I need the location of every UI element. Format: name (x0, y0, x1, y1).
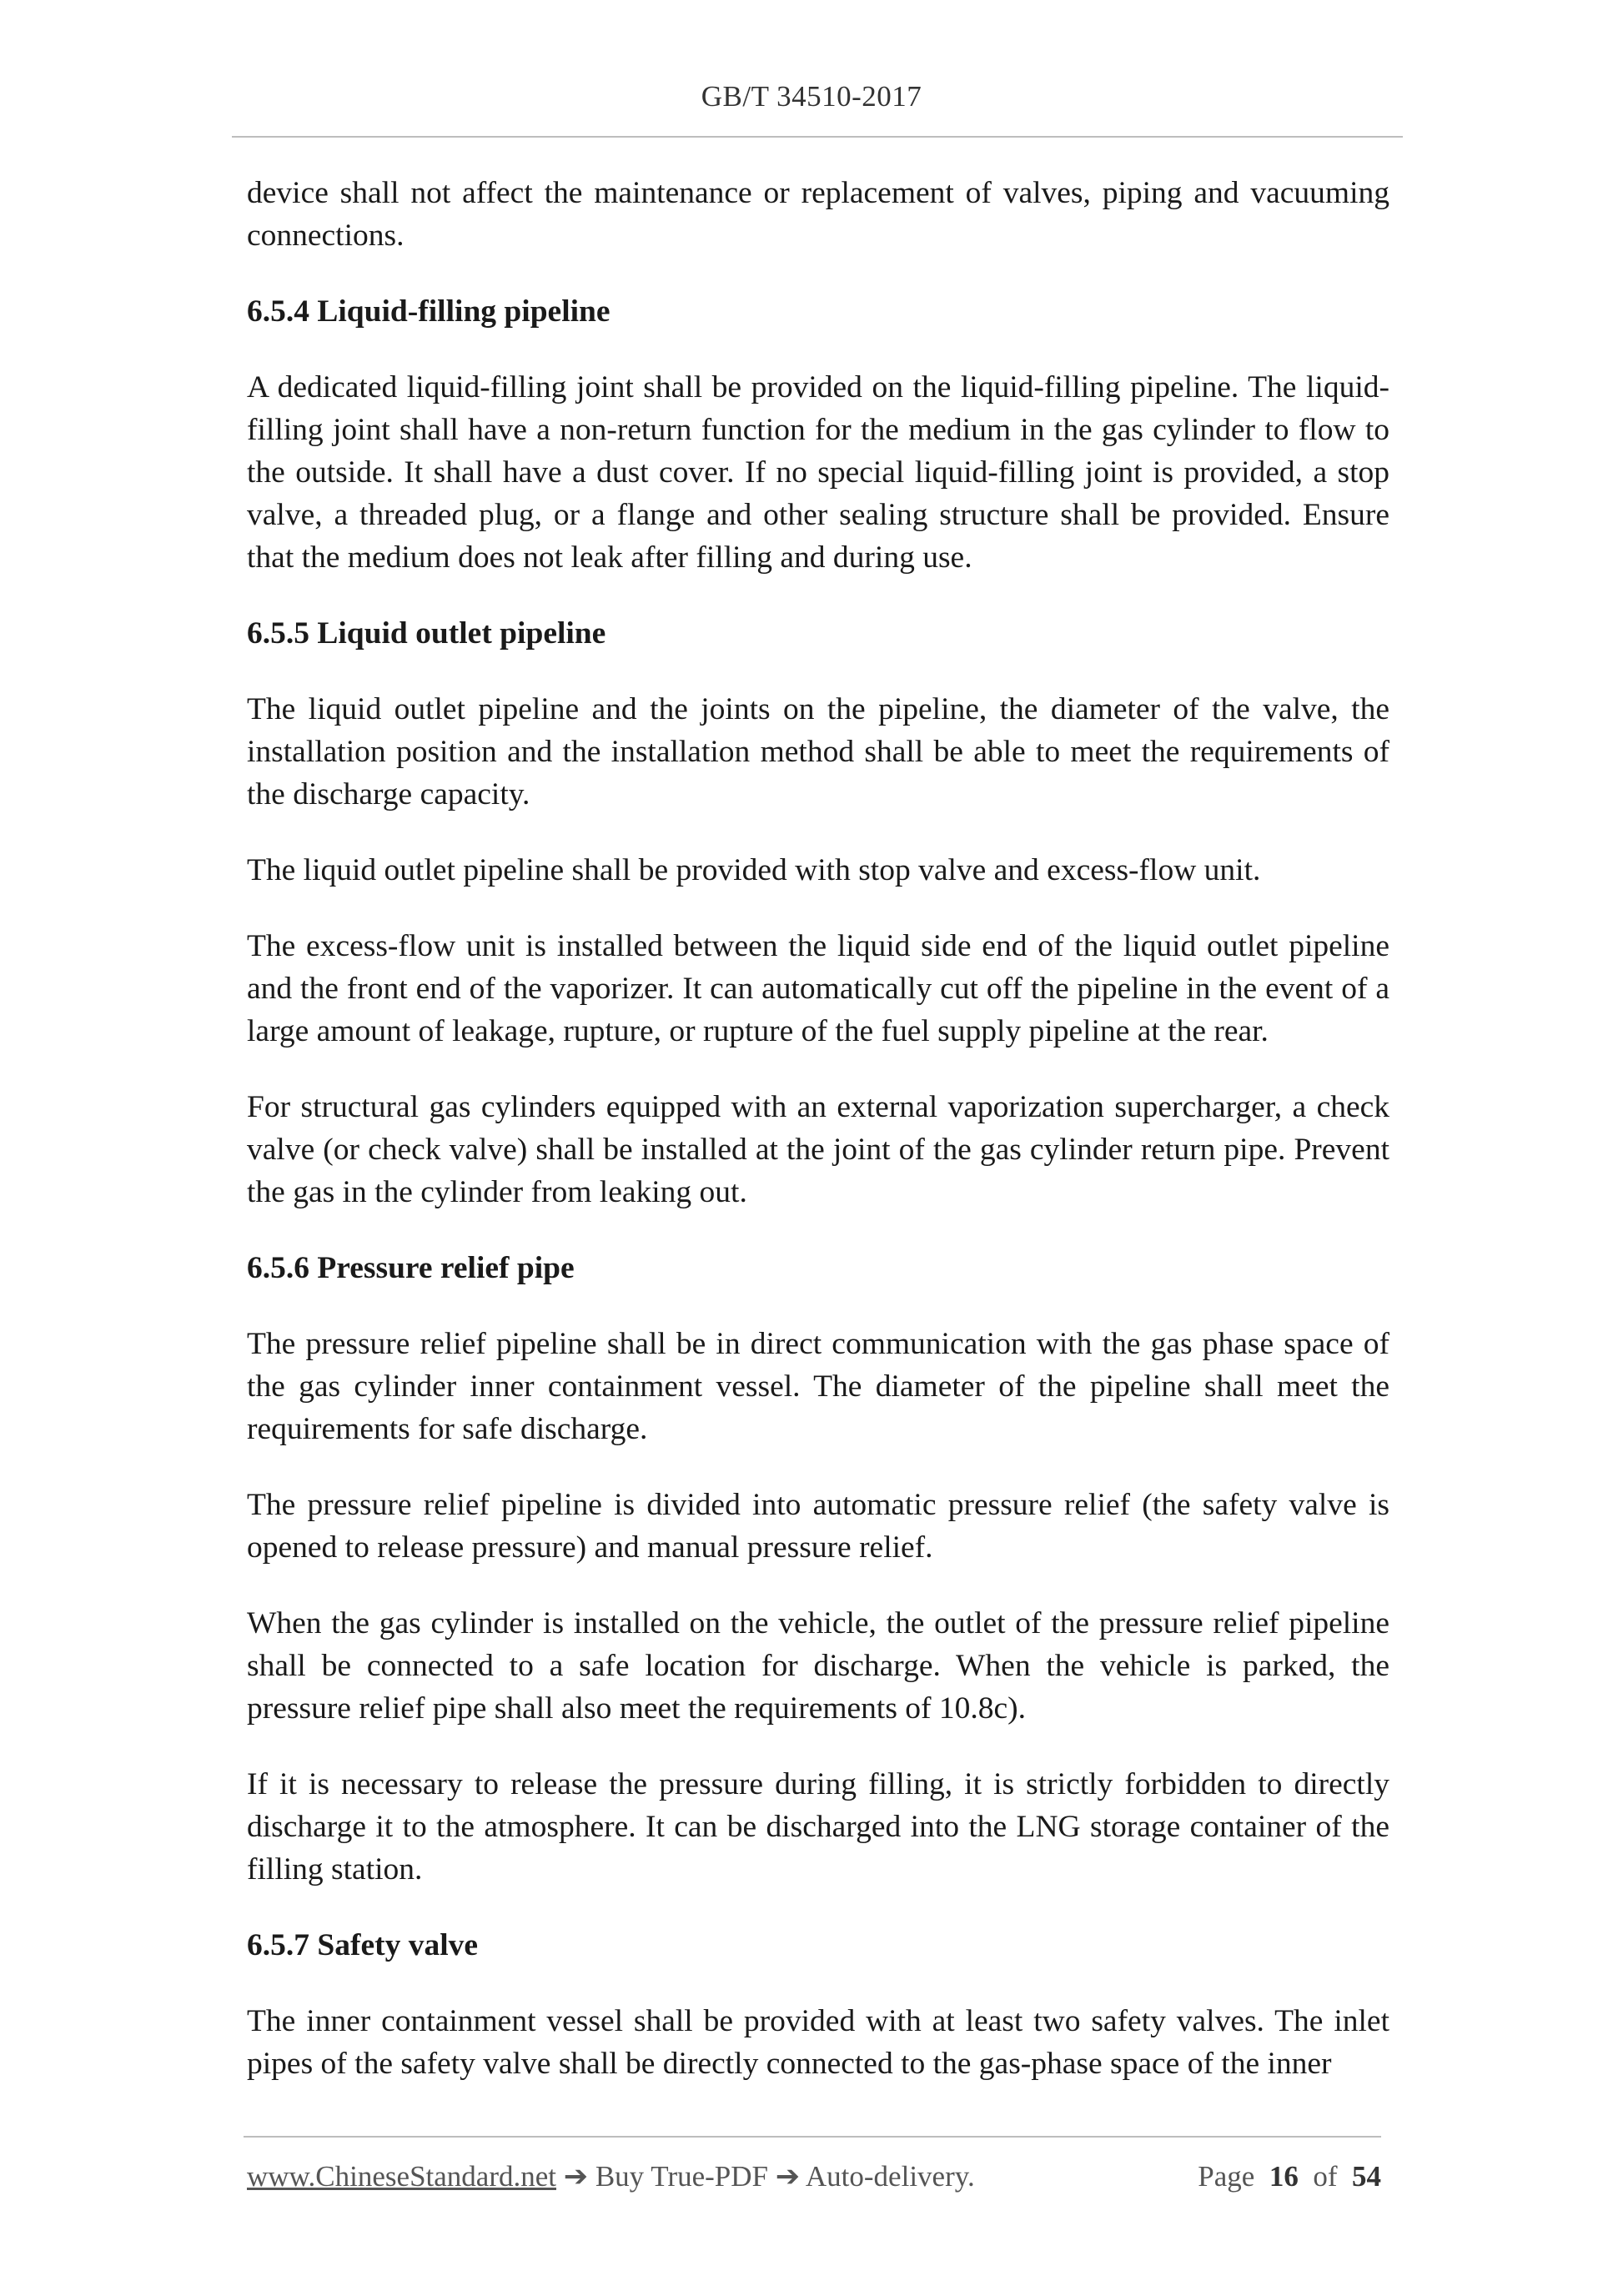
paragraph: The liquid outlet pipeline shall be provided with stop valve and excess-flow unit. (247, 853, 1261, 887)
paragraph: If it is necessary to release the pressure during filling, it is strictly forbidden to directly discharge it to the atmosphere. It can be discharged into the LNG storage container of the filling station. (247, 1767, 1389, 1887)
arrow-right-icon: ➔ (563, 2160, 589, 2193)
paragraph: A dedicated liquid-filling joint shall be provided on the liquid-filling pipeline. The liquid-filling joint shall have a non-return function for the medium in the gas cylinder to flow to the outside. It shall have a dust cover. If no special liquid-filling joint is provided, a stop valve, a threaded plug, or a flange and other sealing structure shall be provided. Ensure that the medium does not leak after filling and during use. (247, 370, 1389, 575)
section-heading-6-5-7: 6.5.7 Safety valve (247, 1928, 479, 1962)
footer-promo (247, 2158, 975, 2195)
page-total: 54 (1352, 2160, 1381, 2193)
site-link[interactable]: www.ChineseStandard.net (247, 2160, 556, 2193)
section-heading-6-5-6: 6.5.6 Pressure relief pipe (247, 1251, 575, 1285)
paragraph: The pressure relief pipeline shall be in direct communication with the gas phase space of the gas cylinder inner containment vessel. The diameter of the pipeline shall meet the requirements for safe discharge. (247, 1327, 1389, 1446)
page-header (0, 80, 1623, 113)
auto-delivery-text: Auto-delivery. (805, 2160, 975, 2193)
paragraph: For structural gas cylinders equipped with an external vaporization supercharger, a check valve (or check valve) shall be installed at the joint of the gas cylinder return pipe. Prevent the gas in the cylinder from leaking out. (247, 1090, 1389, 1209)
paragraph: The excess-flow unit is installed between the liquid side end of the liquid outlet pipeline and the front end of the vaporizer. It can automatically cut off the pipeline in the event of a large amount of leakage, rupture, or rupture of the fuel supply pipeline at the rear. (247, 929, 1389, 1048)
paragraph: The inner containment vessel shall be provided with at least two safety valves. The inlet pipes of the safety valve shall be directly connected to the gas-phase space of the inner (247, 2004, 1389, 2081)
paragraph: The pressure relief pipeline is divided into automatic pressure relief (the safety valve is opened to release pressure) and manual pressure relief. (247, 1488, 1389, 1565)
paragraph: device shall not affect the maintenance or replacement of valves, piping and vacuuming connections. (247, 176, 1389, 253)
document-body (247, 172, 1389, 2118)
page-current: 16 (1269, 2160, 1299, 2193)
of-label: of (1313, 2160, 1338, 2193)
section-heading-6-5-4: 6.5.4 Liquid-filling pipeline (247, 294, 611, 329)
section-heading-6-5-5: 6.5.5 Liquid outlet pipeline (247, 616, 606, 651)
arrow-right-icon: ➔ (775, 2160, 801, 2193)
footer-divider (244, 2136, 1381, 2138)
paragraph: When the gas cylinder is installed on the vehicle, the outlet of the pressure relief pipeline shall be connected to a safe location for discharge. When the vehicle is parked, the pressure relief pipe shall also meet the requirements of 10.8c). (247, 1606, 1389, 1726)
header-divider (232, 136, 1403, 138)
page-number (1198, 2158, 1381, 2195)
document-id: GB/T 34510-2017 (701, 80, 922, 113)
buy-true-pdf-text: Buy True-PDF (595, 2160, 768, 2193)
paragraph: The liquid outlet pipeline and the joints on the pipeline, the diameter of the valve, the installation position and the installation method shall be able to meet the requirements of the discharge capacity. (247, 692, 1389, 811)
page-label: Page (1198, 2160, 1255, 2193)
